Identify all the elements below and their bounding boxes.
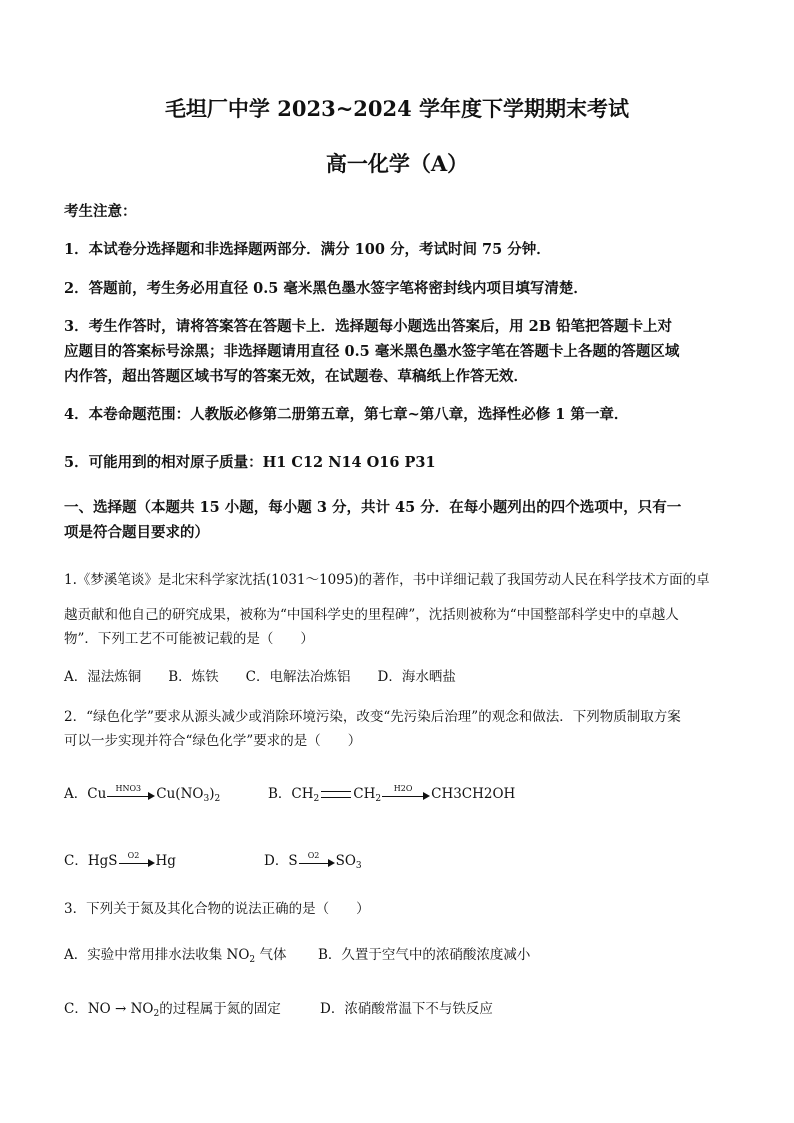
q2-c-condition: O2 (127, 850, 140, 860)
q2-a-reactant: A．Cu (64, 786, 107, 802)
q2-stem-line1: 2．“绿色化学”要求从源头减少或消除环境污染，改变“先污染后治理”的观念和做法．下列物质制取方案 (64, 709, 681, 725)
q3-option-d: D．浓硝酸常温下不与铁反应 (320, 1001, 493, 1017)
q2-a-product: Cu(NO (156, 786, 204, 802)
q2-a-close: ) (209, 786, 215, 802)
q2-a-condition: HNO3 (115, 783, 142, 793)
q3-stem: 3．下列关于氮及其化合物的说法正确的是（ ） (64, 901, 370, 917)
q1-stem-line1: 1.《梦溪笔谈》是北宋科学家沈括(1031～1095)的著作，书中详细记载了我国劳动人民在科学技术方面的卓 (64, 572, 710, 588)
q2-c-reactant: C．HgS (64, 853, 118, 869)
q2-b-condition: H2O (393, 783, 413, 793)
notice-3-line1: 3．考生作答时，请将答案答在答题卡上．选择题每小题选出答案后，用 2B 铅笔把答题卡上对 (64, 318, 673, 335)
reaction-arrow-icon (299, 850, 335, 869)
q2-d-condition: O2 (307, 850, 320, 860)
q1-stem-line2: 越贡献和他自己的研究成果，被称为“中国科学史的里程碑”，沈括则被称为“中国整部科学史中的卓越人 (64, 607, 679, 623)
q2-option-a (64, 782, 220, 804)
q2-b-reactant: B．CH (268, 786, 314, 802)
section-heading-line1: 一、选择题（本题共 15 小题，每小题 3 分，共计 45 分．在每小题列出的四个选项中，只有一 (64, 499, 682, 516)
q2-option-b: B．$CH_2$ $CH_2$ H2O CH3CH2OH (268, 783, 516, 804)
q2-c-product: Hg (155, 853, 176, 869)
notice-2: 2．答题前，考生务必用直径 0.5 毫米黑色墨水签字笔将密封线内项目填写清楚． (64, 280, 588, 297)
q3-option-a: A．实验中常用排水法收集 $NO_2$ 气体 (64, 947, 287, 965)
q3-a-text: A．实验中常用排水法收集 NO (64, 947, 250, 963)
q2-b-product: CH3CH2OH (431, 786, 516, 802)
exam-title: 毛坦厂中学 2023~2024 学年度下学期期末考试 (164, 96, 630, 121)
reaction-arrow-icon (382, 783, 430, 802)
double-bond-icon (321, 791, 351, 798)
q1-options: A．湿法炼铜 B．炼铁 C．电解法冶炼铝 D．海水晒盐 (64, 669, 456, 685)
section-heading-line2: 项是符合题目要求的） (64, 524, 209, 541)
q3-option-c: C．NO → $NO_2$的过程属于氮的固定 (64, 1001, 281, 1019)
q3-a-post: 气体 (259, 947, 287, 963)
q2-option-d: D．S O2 $SO_3$ (264, 850, 362, 871)
notice-heading: 考生注意： (64, 203, 137, 220)
notice-3-line2: 应题目的答案标号涂黑；非选择题请用直径 0.5 毫米黑色墨水签字笔在答题卡上各题的答题区域 (64, 343, 680, 360)
notice-3-line3: 内作答，超出答题区域书写的答案无效，在试题卷、草稿纸上作答无效． (64, 368, 528, 385)
q3-option-b: B．久置于空气中的浓硝酸浓度减小 (318, 947, 531, 963)
q2-d-reactant: D．S (264, 853, 298, 869)
notice-1: 1．本试卷分选择题和非选择题两部分．满分 100 分，考试时间 75 分钟． (64, 241, 551, 258)
q2-a-sub: 3 (203, 794, 210, 804)
q3-c-post: 的过程属于氮的固定 (159, 1001, 281, 1017)
q1-stem-line3: 物”．下列工艺不可能被记载的是（ ） (64, 631, 314, 647)
notice-4: 4．本卷命题范围：人教版必修第二册第五章，第七章~第八章，选择性必修 1 第一章． (64, 406, 629, 423)
q2-option-c (64, 849, 176, 869)
exam-subtitle: 高一化学（A） (325, 151, 469, 176)
q3-c-text: C．NO → NO (64, 1001, 154, 1017)
q2-a-sub2: 2 (214, 794, 221, 804)
reaction-arrow-icon (119, 850, 155, 869)
q2-stem-line2: 可以一步实现并符合“绿色化学”要求的是（ ） (64, 733, 362, 749)
q2-d-product: SO (335, 853, 356, 869)
notice-5: 5．可能用到的相对原子质量：H1 C12 N14 O16 P31 (64, 454, 436, 471)
reaction-arrow-icon (107, 783, 155, 802)
